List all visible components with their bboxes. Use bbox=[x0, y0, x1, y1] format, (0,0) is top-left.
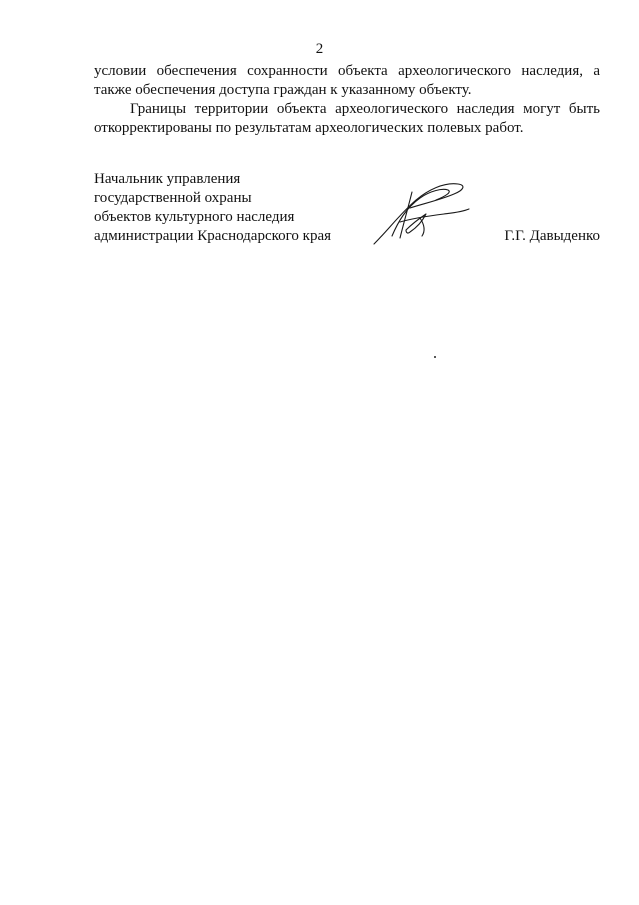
signature-block bbox=[94, 170, 600, 246]
handwritten-signature-icon bbox=[370, 178, 472, 248]
signer-name: Г.Г. Давыденко bbox=[504, 228, 600, 244]
document-body bbox=[94, 62, 600, 138]
position-line: объектов культурного наследия bbox=[94, 209, 295, 225]
position-line: Начальник управления bbox=[94, 171, 241, 187]
stray-dot bbox=[434, 356, 436, 358]
position-line: государственной охраны bbox=[94, 190, 252, 206]
position-line: администрации Краснодарского края bbox=[94, 228, 332, 244]
page-number: 2 bbox=[315, 41, 324, 57]
paragraph-continuation: условии обеспечения сохранности объекта археологического наследия, а также обеспечения доступа граждан к указанному объекту. bbox=[94, 63, 600, 98]
paragraph-boundaries: Границы территории объекта археологического наследия могут быть откорректированы по результатам археологических полевых работ. bbox=[94, 101, 600, 136]
